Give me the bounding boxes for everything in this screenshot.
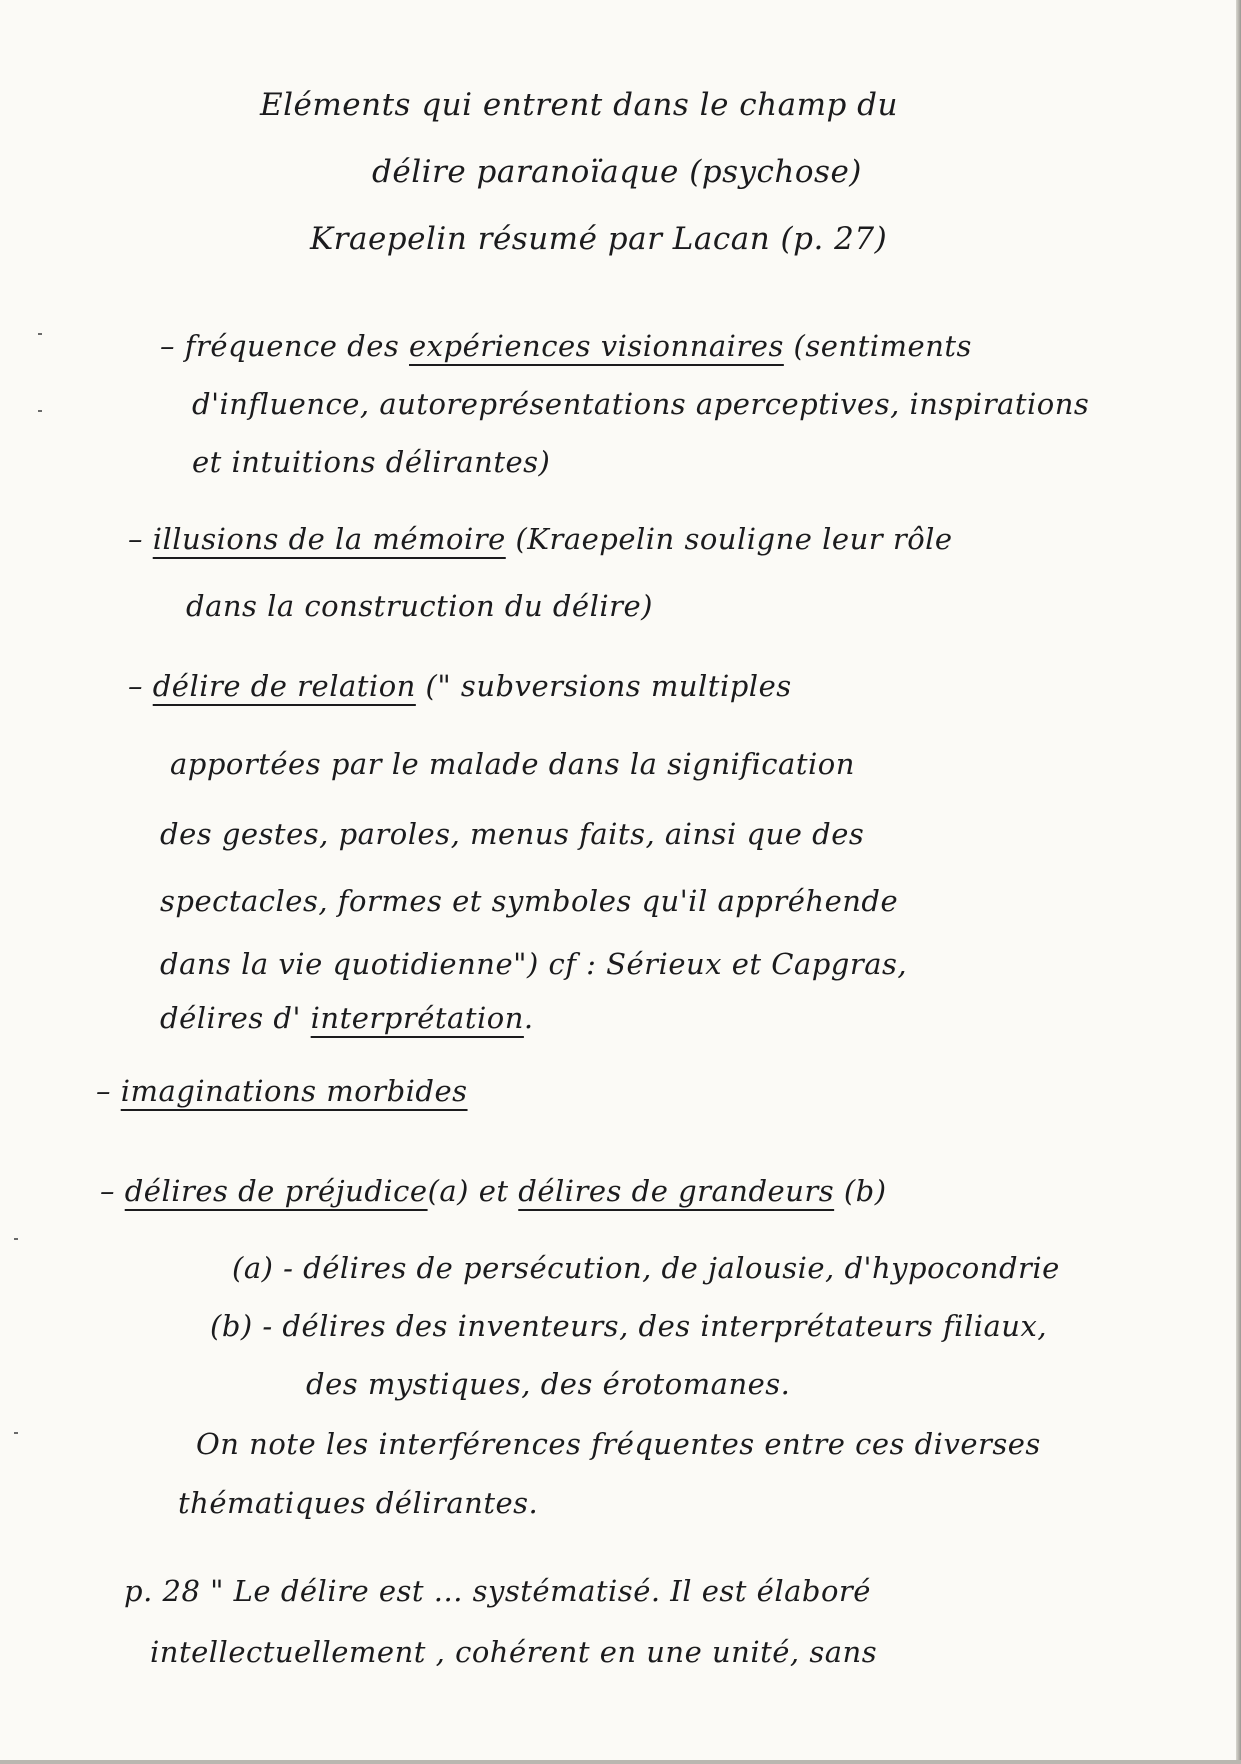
item-3-lead: – — [128, 669, 153, 703]
item-5-underlined-a: délires de préjudice — [124, 1174, 428, 1208]
item-4-underlined: imaginations morbides — [120, 1074, 468, 1108]
item-3-line-1 — [128, 670, 792, 703]
item-2-line-1 — [128, 523, 953, 556]
item-4-line-1 — [96, 1075, 468, 1108]
item-5-rest: (b) — [834, 1174, 887, 1208]
item-1-line-2: d'influence, autoreprésentations aperceptives, inspirations — [192, 387, 1090, 421]
item-3-line-5: dans la vie quotidienne") cf : Sérieux et Capgras, — [160, 947, 908, 981]
quote-line-2: intellectuellement , cohérent en une unité, sans — [150, 1635, 878, 1669]
note-line-2: thématiques délirantes. — [178, 1486, 539, 1520]
item-3-underlined: délire de relation — [152, 669, 416, 703]
margin-speck — [14, 1238, 18, 1240]
item-3-line-6-lead: délires d' — [160, 1001, 311, 1035]
item-5-line-1 — [100, 1175, 887, 1208]
item-3-line-3: des gestes, paroles, menus faits, ainsi que des — [160, 817, 865, 851]
title-line-3: Kraepelin résumé par Lacan (p. 27) — [310, 221, 888, 257]
item-5-sub-a: (a) - délires de persécution, de jalousie, d'hypocondrie — [232, 1251, 1060, 1285]
item-3-line-6 — [160, 1002, 534, 1035]
title-line-2: délire paranoïaque (psychose) — [372, 154, 862, 190]
item-5-underlined-b: délires de grandeurs — [518, 1174, 835, 1208]
margin-speck — [14, 1432, 18, 1434]
item-5-sub-b-continued: des mystiques, des érotomanes. — [306, 1367, 791, 1401]
item-3-line-2: apportées par le malade dans la signification — [170, 747, 855, 781]
note-line-1: On note les interférences fréquentes entre ces diverses — [196, 1427, 1041, 1461]
item-5-lead: – — [100, 1174, 125, 1208]
title-line-1: Eléments qui entrent dans le champ du — [260, 87, 898, 123]
item-3-line-6-underlined: interprétation — [310, 1001, 524, 1035]
item-2-lead: – — [128, 522, 153, 556]
item-1-rest: (sentiments — [783, 329, 972, 363]
item-3-rest: (" subversions multiples — [415, 669, 792, 703]
quote-line-1: p. 28 " Le délire est ... systématisé. Il est élaboré — [124, 1574, 871, 1608]
paper-edge-bottom — [0, 1760, 1241, 1764]
item-2-line-2: dans la construction du délire) — [186, 589, 653, 623]
item-5-sub-b: (b) - délires des inventeurs, des interprétateurs filiaux, — [210, 1309, 1048, 1343]
item-1-lead: – fréquence des — [160, 329, 410, 363]
item-2-underlined: illusions de la mémoire — [152, 522, 506, 556]
item-1-line-3: et intuitions délirantes) — [192, 445, 551, 479]
item-3-line-6-rest: . — [523, 1001, 534, 1035]
item-2-rest: (Kraepelin souligne leur rôle — [505, 522, 953, 556]
item-4-lead: – — [96, 1074, 121, 1108]
margin-speck — [38, 410, 42, 412]
margin-speck — [38, 333, 42, 335]
paper-edge-right — [1236, 0, 1241, 1764]
item-5-mid: (a) et — [427, 1174, 519, 1208]
item-1-underlined: expériences visionnaires — [409, 329, 784, 363]
item-1-line-1 — [160, 330, 972, 363]
item-3-line-4: spectacles, formes et symboles qu'il appréhende — [160, 884, 899, 918]
